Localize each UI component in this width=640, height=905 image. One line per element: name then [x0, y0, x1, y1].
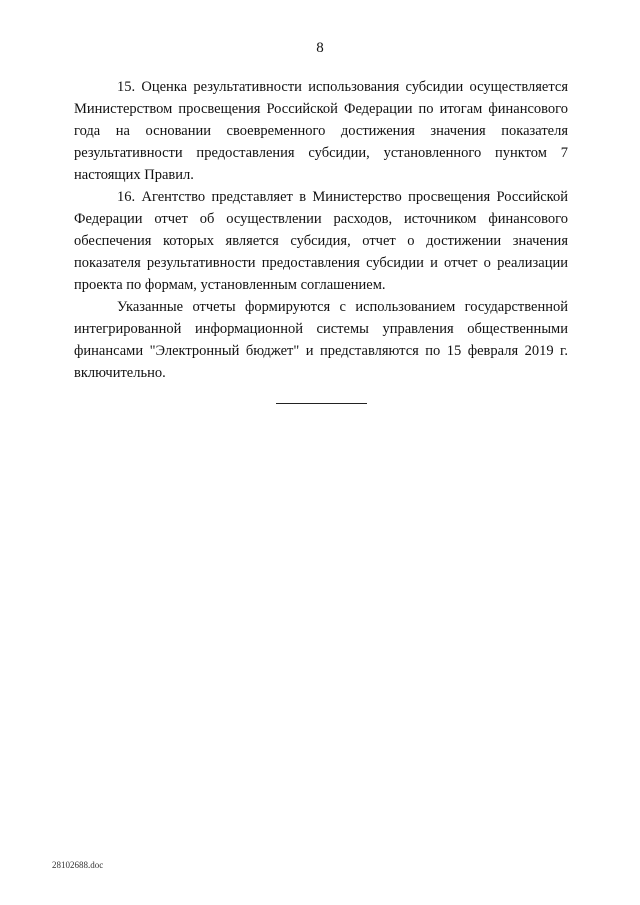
page-number: 8 — [316, 40, 324, 56]
document-body — [74, 76, 568, 384]
footer-document-code: 28102688.doc — [52, 860, 104, 870]
end-separator-line — [276, 403, 367, 404]
paragraph-15: 15. Оценка результативности использования субсидии осуществляется Министерством просвещения Российской Федерации по итогам финансового года на основании своевременного достижения значения показателя результативности предоставления субсидии, установленного пунктом 7 настоящих Правил. — [74, 79, 568, 183]
paragraph-16: 16. Агентство представляет в Министерство просвещения Российской Федерации отчет об осуществлении расходов, источником финансового обеспечения которых является субсидия, отчет о достижении значения показателя результативности предоставления субсидии и отчет о реализации проекта по формам, установленным соглашением. — [74, 189, 568, 293]
paragraph-reports: Указанные отчеты формируются с использованием государственной интегрированной информационной системы управления общественными финансами "Электронный бюджет" и представляются по 15 февраля 2019 г. включительно. — [74, 299, 568, 381]
